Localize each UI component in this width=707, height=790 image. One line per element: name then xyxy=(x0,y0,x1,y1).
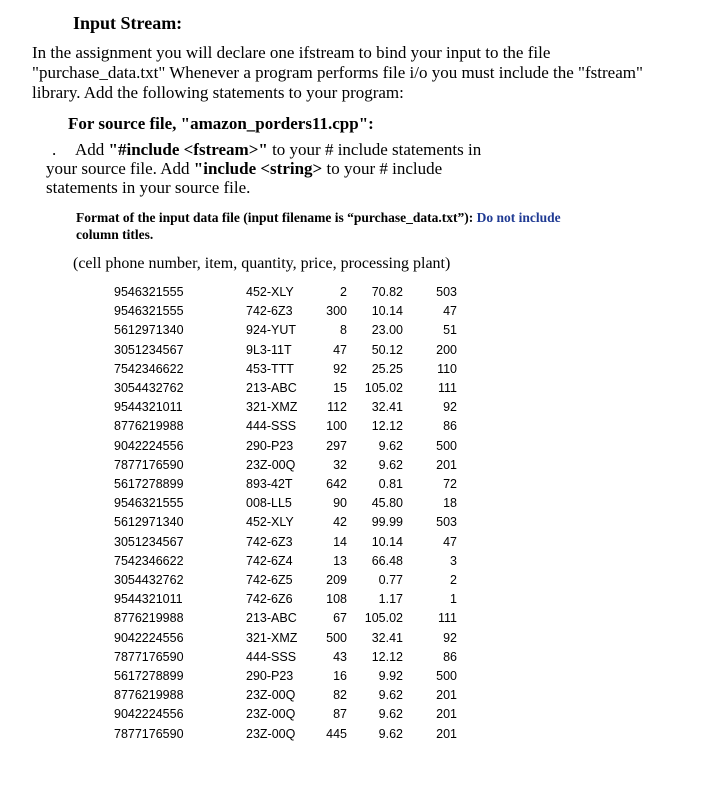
phone-cell: 5617278899 xyxy=(114,669,184,684)
phone-cell: 8776219988 xyxy=(114,688,184,703)
phone-cell: 7542346622 xyxy=(114,553,184,568)
purchase-data-body xyxy=(114,283,457,744)
string-include: "include <string> xyxy=(193,159,323,178)
table-row xyxy=(114,417,457,436)
item-cell: 008-LL5 xyxy=(246,496,292,511)
item-cell: 23Z-00Q xyxy=(246,688,296,703)
plant-cell: 500 xyxy=(436,438,457,453)
quantity-cell: 47 xyxy=(333,342,347,357)
phone-cell: 5617278899 xyxy=(114,477,184,492)
format-note-accent: Do not include xyxy=(476,210,561,225)
item-cell: 452-XLY xyxy=(246,285,294,299)
table-row xyxy=(114,725,457,744)
item-cell: 452-XLY xyxy=(246,515,294,530)
source-bullet: . xyxy=(52,140,57,159)
table-row xyxy=(114,705,457,724)
fstream-include: "#include <fstream>" xyxy=(108,140,268,159)
price-cell: 23.00 xyxy=(371,323,403,338)
phone-cell: 5612971340 xyxy=(114,515,184,530)
price-cell: 66.48 xyxy=(371,553,403,568)
table-row xyxy=(114,360,457,379)
price-cell: 12.12 xyxy=(371,649,403,664)
table-row xyxy=(114,552,457,571)
quantity-cell: 297 xyxy=(326,438,347,453)
plant-cell: 201 xyxy=(436,457,457,472)
price-cell: 9.62 xyxy=(378,688,403,703)
quantity-cell: 92 xyxy=(333,361,347,376)
price-cell: 105.02 xyxy=(364,611,403,626)
phone-cell: 3054432762 xyxy=(114,381,184,396)
plant-cell: 47 xyxy=(443,534,457,549)
plant-cell: 201 xyxy=(436,688,457,703)
item-cell: 742-6Z3 xyxy=(246,534,293,549)
phone-cell: 9544321011 xyxy=(114,592,183,607)
price-cell: 10.14 xyxy=(371,534,403,549)
phone-cell: 9546321555 xyxy=(114,496,184,511)
table-row xyxy=(114,302,457,321)
source-line-1-suffix: to your # include statements in xyxy=(267,140,482,159)
plant-cell: 86 xyxy=(443,419,457,434)
columns-description: (cell phone number, item, quantity, price, processing plant) xyxy=(73,255,451,272)
format-note xyxy=(76,209,561,243)
price-cell: 99.99 xyxy=(371,515,403,530)
quantity-cell: 209 xyxy=(326,573,347,588)
plant-cell: 110 xyxy=(437,361,457,376)
phone-cell: 9546321555 xyxy=(114,285,184,299)
source-line-3: statements in your source file. xyxy=(46,178,251,197)
quantity-cell: 112 xyxy=(327,400,347,415)
plant-cell: 92 xyxy=(443,400,457,415)
quantity-cell: 14 xyxy=(333,534,347,549)
plant-cell: 47 xyxy=(443,304,457,319)
source-line-2-prefix: your source file. Add xyxy=(46,159,194,178)
quantity-cell: 42 xyxy=(333,515,347,530)
item-cell: 742-6Z4 xyxy=(246,553,293,568)
source-line-1 xyxy=(75,140,481,160)
plant-cell: 3 xyxy=(450,553,457,568)
table-row xyxy=(114,456,457,475)
phone-cell: 9042224556 xyxy=(114,707,184,722)
plant-cell: 503 xyxy=(436,285,457,299)
purchase-data-table xyxy=(114,283,457,744)
item-cell: 290-P23 xyxy=(246,438,294,453)
price-cell: 0.81 xyxy=(378,477,403,492)
quantity-cell: 8 xyxy=(340,323,347,338)
table-row xyxy=(114,283,457,302)
phone-cell: 8776219988 xyxy=(114,611,184,626)
quantity-cell: 500 xyxy=(326,630,347,645)
item-cell: 742-6Z6 xyxy=(246,592,293,607)
table-row xyxy=(114,533,457,552)
table-row xyxy=(114,398,457,417)
table-row xyxy=(114,475,457,494)
phone-cell: 9546321555 xyxy=(114,304,184,319)
table-row xyxy=(114,686,457,705)
quantity-cell: 642 xyxy=(326,477,347,492)
table-row xyxy=(114,379,457,398)
quantity-cell: 67 xyxy=(333,611,347,626)
phone-cell: 3051234567 xyxy=(114,534,184,549)
item-cell: 742-6Z3 xyxy=(246,304,293,319)
quantity-cell: 13 xyxy=(333,553,347,568)
table-row xyxy=(114,629,457,648)
plant-cell: 201 xyxy=(436,726,457,741)
plant-cell: 111 xyxy=(437,381,457,396)
table-row xyxy=(114,494,457,513)
table-row xyxy=(114,321,457,340)
item-cell: 23Z-00Q xyxy=(246,707,296,722)
price-cell: 1.17 xyxy=(378,592,403,607)
phone-cell: 9042224556 xyxy=(114,630,184,645)
quantity-cell: 100 xyxy=(326,419,347,434)
quantity-cell: 90 xyxy=(333,496,347,511)
quantity-cell: 300 xyxy=(326,304,347,319)
table-row xyxy=(114,667,457,686)
phone-cell: 7542346622 xyxy=(114,361,184,376)
price-cell: 45.80 xyxy=(371,496,403,511)
phone-cell: 9544321011 xyxy=(114,400,183,415)
price-cell: 25.25 xyxy=(371,361,403,376)
intro-line-1: In the assignment you will declare one ifstream to bind your input to the file xyxy=(32,43,551,62)
plant-cell: 500 xyxy=(436,669,457,684)
quantity-cell: 87 xyxy=(333,707,347,722)
intro-line-2: "purchase_data.txt" Whenever a program performs file i/o you must include the "fstream" xyxy=(32,63,643,82)
item-cell: 290-P23 xyxy=(246,669,294,684)
phone-cell: 8776219988 xyxy=(114,419,184,434)
phone-cell: 5612971340 xyxy=(114,323,184,338)
item-cell: 742-6Z5 xyxy=(246,573,293,588)
quantity-cell: 32 xyxy=(333,457,347,472)
price-cell: 9.62 xyxy=(378,707,403,722)
table-row xyxy=(114,648,457,667)
plant-cell: 200 xyxy=(436,342,457,357)
plant-cell: 111 xyxy=(437,611,457,626)
phone-cell: 7877176590 xyxy=(114,726,184,741)
table-row xyxy=(114,571,457,590)
price-cell: 32.41 xyxy=(371,630,403,645)
item-cell: 893-42T xyxy=(246,477,293,492)
item-cell: 453-TTT xyxy=(246,361,294,376)
item-cell: 444-SSS xyxy=(246,419,297,434)
intro-line-3: library. Add the following statements to your program: xyxy=(32,83,404,102)
plant-cell: 72 xyxy=(443,477,457,492)
price-cell: 10.14 xyxy=(371,304,403,319)
plant-cell: 51 xyxy=(443,323,457,338)
item-cell: 924-YUT xyxy=(246,323,297,338)
phone-cell: 3051234567 xyxy=(114,342,184,357)
price-cell: 9.62 xyxy=(378,438,403,453)
plant-cell: 201 xyxy=(436,707,457,722)
price-cell: 32.41 xyxy=(371,400,403,415)
price-cell: 9.62 xyxy=(378,457,403,472)
quantity-cell: 2 xyxy=(340,285,347,299)
source-file-heading: For source file, "amazon_porders11.cpp": xyxy=(68,114,374,133)
price-cell: 50.12 xyxy=(371,342,403,357)
item-cell: 321-XMZ xyxy=(246,400,298,415)
quantity-cell: 15 xyxy=(333,381,347,396)
source-line-2-suffix: to your # include xyxy=(322,159,443,178)
price-cell: 0.77 xyxy=(378,573,403,588)
phone-cell: 7877176590 xyxy=(114,457,184,472)
item-cell: 213-ABC xyxy=(246,381,297,396)
item-cell: 444-SSS xyxy=(246,649,297,664)
format-note-text: Format of the input data file (input filename is “purchase_data.txt”): xyxy=(76,210,477,225)
plant-cell: 503 xyxy=(436,515,457,530)
price-cell: 9.92 xyxy=(378,669,403,684)
plant-cell: 2 xyxy=(450,573,457,588)
item-cell: 9L3-11T xyxy=(246,342,292,357)
quantity-cell: 16 xyxy=(333,669,347,684)
table-row xyxy=(114,609,457,628)
format-note-line-2: column titles. xyxy=(76,227,154,242)
item-cell: 23Z-00Q xyxy=(246,457,296,472)
section-title: Input Stream: xyxy=(73,13,183,33)
source-line-2 xyxy=(46,159,442,179)
plant-cell: 18 xyxy=(443,496,457,511)
table-row xyxy=(114,437,457,456)
item-cell: 213-ABC xyxy=(246,611,297,626)
quantity-cell: 108 xyxy=(326,592,347,607)
item-cell: 321-XMZ xyxy=(246,630,298,645)
price-cell: 70.82 xyxy=(371,285,403,299)
source-line-1-prefix: Add xyxy=(75,140,109,159)
price-cell: 12.12 xyxy=(371,419,403,434)
quantity-cell: 43 xyxy=(333,649,347,664)
plant-cell: 1 xyxy=(450,592,457,607)
table-row xyxy=(114,341,457,360)
price-cell: 105.02 xyxy=(364,381,403,396)
table-row xyxy=(114,513,457,532)
phone-cell: 3054432762 xyxy=(114,573,184,588)
plant-cell: 86 xyxy=(443,649,457,664)
phone-cell: 9042224556 xyxy=(114,438,184,453)
phone-cell: 7877176590 xyxy=(114,649,184,664)
item-cell: 23Z-00Q xyxy=(246,726,296,741)
quantity-cell: 445 xyxy=(326,726,347,741)
table-row xyxy=(114,590,457,609)
quantity-cell: 82 xyxy=(333,688,347,703)
price-cell: 9.62 xyxy=(378,726,403,741)
plant-cell: 92 xyxy=(443,630,457,645)
